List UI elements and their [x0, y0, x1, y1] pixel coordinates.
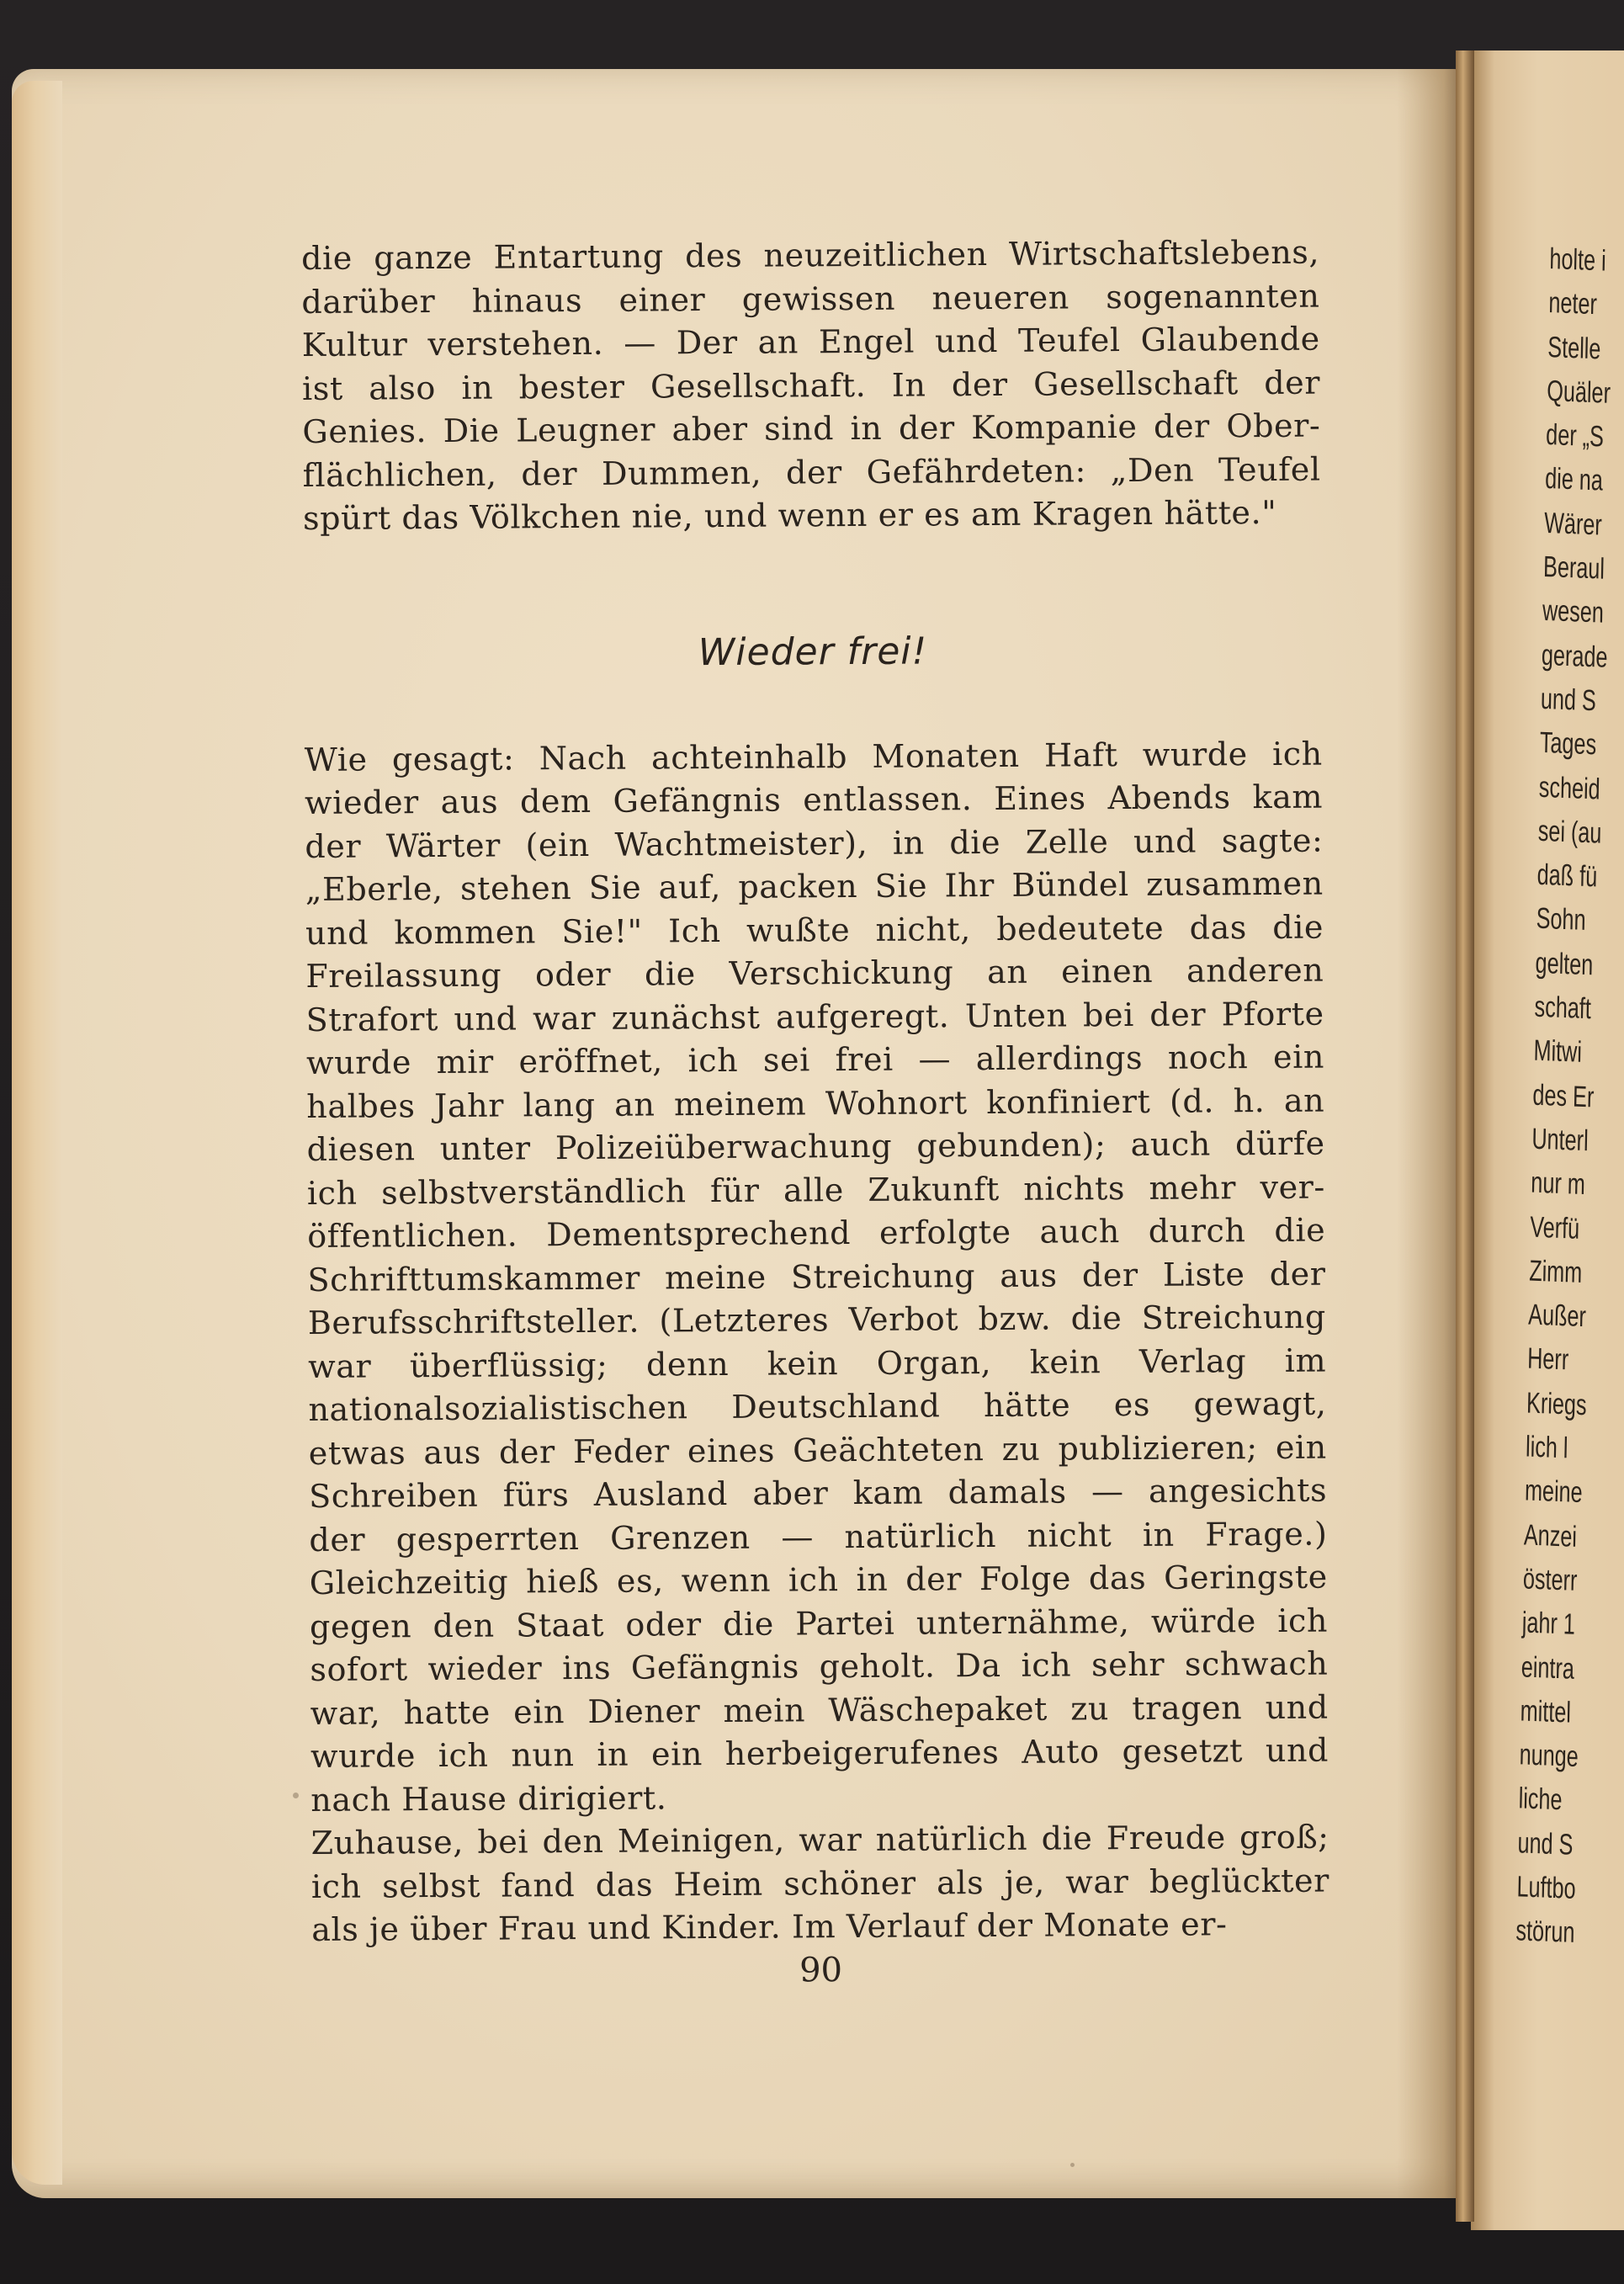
next-page-line: neter	[1548, 286, 1598, 321]
next-page-line: sei (au	[1537, 814, 1602, 850]
text-line: der Wärter (ein Wachtmeister), in die Zelle und sagte:	[305, 821, 1324, 865]
text-line: Strafort und war zunächst aufgeregt. Unten bei der Pforte	[305, 995, 1324, 1038]
spine-shadow	[1397, 69, 1464, 2198]
next-page-line: nunge	[1519, 1738, 1579, 1774]
next-page-line: Sohn	[1536, 902, 1586, 938]
next-page-line: Mitwi	[1533, 1033, 1583, 1070]
next-page-line: eintra	[1521, 1649, 1575, 1686]
next-page-line: Zimm	[1528, 1254, 1583, 1289]
next-page-line: österr	[1522, 1562, 1578, 1597]
text-line: gegen den Staat oder die Partei unternähme, würde ich	[309, 1601, 1329, 1645]
next-page-line: mittel	[1520, 1694, 1572, 1729]
paper-speck	[293, 1793, 299, 1798]
text-line: sofort wieder ins Gefängnis geholt. Da ich sehr schwach	[310, 1644, 1329, 1688]
next-page-line: Unterl	[1531, 1122, 1590, 1158]
text-line: nach Hause dirigiert.	[310, 1778, 667, 1819]
section-heading: Wieder frei!	[698, 629, 928, 674]
text-line: und kommen Sie!" Ich wußte nicht, bedeutete das die	[305, 908, 1324, 952]
next-page-line: scheid	[1538, 770, 1601, 806]
text-line: Kultur verstehen. — Der an Engel und Teufel Glaubende	[301, 320, 1320, 364]
text-line: Schreiben fürs Ausland aber kam damals — angesichts	[309, 1471, 1328, 1515]
text-line: war, hatte ein Diener mein Wäschepaket zu tragen und	[310, 1688, 1329, 1732]
page-stack-edge	[12, 81, 62, 2185]
next-page-line: Tages	[1539, 726, 1597, 762]
text-line: Berufsschriftsteller. (Letzteres Verbot bzw. die Streichung	[307, 1298, 1326, 1341]
text-line: ist also in bester Gesellschaft. In der Gesellschaft der	[301, 364, 1321, 407]
next-page-line: Außer	[1527, 1298, 1587, 1334]
next-page-line: Anzei	[1523, 1518, 1578, 1554]
next-page-line: schaft	[1534, 990, 1592, 1026]
text-line: Gleichzeitig hieß es, wenn ich in der Folge das Geringste	[309, 1558, 1328, 1601]
text-line: „Eberle, stehen Sie auf, packen Sie Ihr Bündel zusammen	[305, 864, 1324, 908]
text-line: wurde ich nun in ein herbeigerufenes Auto gesetzt und	[310, 1731, 1329, 1775]
text-line: etwas aus der Feder eines Geächteten zu publizieren; ein	[308, 1428, 1327, 1472]
text-line: Zuhause, bei den Meinigen, war natürlich die Freude groß;	[310, 1818, 1329, 1862]
next-page-line: meine	[1524, 1474, 1584, 1510]
paper-speck	[1070, 2163, 1075, 2167]
text-line: öffentlichen. Dementsprechend erfolgte auch durch die	[307, 1211, 1326, 1255]
next-page-line: der „S	[1545, 418, 1605, 454]
next-page-line: und S	[1517, 1825, 1574, 1862]
next-page-line: des Er	[1532, 1078, 1595, 1114]
next-page-line: wesen	[1542, 594, 1605, 630]
next-page-line: Wärer	[1543, 506, 1603, 542]
text-line: Genies. Die Leugner aber sind in der Kompanie der Ober-	[302, 406, 1321, 450]
text-line: war überflüssig; denn kein Organ, kein Verlag im	[308, 1341, 1327, 1385]
next-page-line: jahr 1	[1521, 1606, 1576, 1641]
text-line: diesen unter Polizeiüberwachung gebunden); auch dürfe	[306, 1124, 1325, 1168]
next-page-line: Quäler	[1546, 374, 1611, 410]
text-line: Wie gesagt: Nach achteinhalb Monaten Haft wurde ich	[304, 735, 1323, 778]
text-line: wurde mir eröffnet, ich sei frei — allerdings noch ein	[305, 1038, 1325, 1081]
next-page-line: holte i	[1549, 242, 1607, 278]
next-page-line: nur m	[1531, 1166, 1586, 1202]
book-gutter	[1456, 50, 1474, 2222]
text-line: wieder aus dem Gefängnis entlassen. Eines Abends kam	[304, 778, 1324, 821]
text-line: darüber hinaus einer gewissen neueren sogenannten	[301, 277, 1320, 321]
paragraph-body	[305, 732, 1330, 1952]
page-number: 90	[799, 1951, 843, 1990]
paragraph-top	[301, 231, 1321, 541]
text-line: der gesperrten Grenzen — natürlich nicht in Frage.)	[309, 1515, 1328, 1559]
text-line: ich selbstverständlich für alle Zukunft nichts mehr ver-	[306, 1168, 1326, 1212]
next-page-line: Stelle	[1547, 330, 1601, 365]
next-page-line: Verfü	[1529, 1210, 1580, 1246]
next-page-line: gerade	[1541, 638, 1608, 674]
next-page-line: liche	[1518, 1782, 1563, 1817]
next-page-line: daß fü	[1536, 858, 1598, 894]
next-page-line: die na	[1544, 462, 1604, 498]
text-line: als je über Frau und Kinder. Im Verlauf der Monate er-	[311, 1905, 1228, 1948]
next-page-line: und S	[1540, 682, 1597, 718]
next-page-line: störun	[1515, 1914, 1575, 1950]
next-page-line: Kriegs	[1526, 1386, 1587, 1421]
next-page-line: Beraul	[1542, 550, 1605, 586]
text-line: flächlichen, der Dummen, der Gefährdeten: „Den Teufel	[302, 450, 1321, 494]
text-line: nationalsozialistischen Deutschland hätte es gewagt,	[308, 1384, 1327, 1428]
text-line: die ganze Entartung des neuzeitlichen Wirtschaftslebens,	[301, 233, 1320, 277]
next-page-line: lich l	[1525, 1430, 1568, 1465]
next-page-line: Luftbo	[1516, 1870, 1577, 1905]
page-text	[301, 231, 1330, 1990]
next-page-line: gelten	[1535, 946, 1594, 982]
text-line: Schrifttumskammer meine Streichung aus der Liste der	[307, 1255, 1326, 1299]
text-line: Freilassung oder die Verschickung an einen anderen	[305, 951, 1324, 995]
text-line: spürt das Völkchen nie, und wenn er es am Kragen hätte."	[302, 493, 1277, 537]
next-page-line: Herr	[1526, 1341, 1569, 1377]
text-line: halbes Jahr lang an meinem Wohnort konfiniert (d. h. an	[306, 1081, 1325, 1125]
text-line: ich selbst fand das Heim schöner als je, war beglückter	[310, 1862, 1330, 1905]
